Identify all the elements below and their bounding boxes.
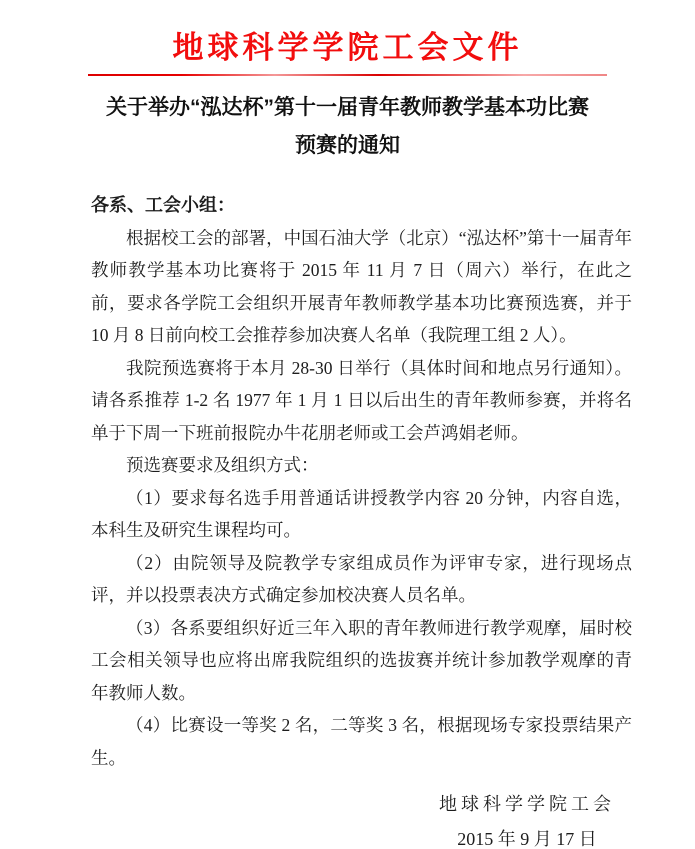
signature-organization: 地球科学学院工会	[439, 794, 615, 814]
signature-inner	[439, 787, 615, 849]
paragraph-requirements-heading: 预选赛要求及组织方式：	[126, 455, 319, 475]
document-header-title: 地球科学学院工会文件	[172, 30, 523, 65]
header-divider-rule	[88, 74, 607, 76]
paragraph-rule-1: （1）要求每名选手用普通话讲授教学内容 20 分钟，内容自选，本科生及研究生课程均可。	[91, 487, 632, 540]
signature-date: 2015 年 9 月 17 日	[457, 829, 597, 849]
subject-line-1: 关于举办“泓达杯”第十一届青年教师教学基本功比赛	[106, 96, 589, 119]
paragraph-preliminary-schedule: 我院预选赛将于本月 28-30 日举行（具体时间和地点另行通知）。请各系推荐 1-2 名 1977 年 1 月 1 日以后出生的青年教师参赛，并将名单于下周一下班前报院办牛花朋老师或工会芦鸿娟老师。	[91, 357, 632, 443]
subject-line-2: 预赛的通知	[295, 134, 400, 157]
paragraph-deployment: 根据校工会的部署，中国石油大学（北京）“泓达杯”第十一届青年教师教学基本功比赛将于 2015 年 11 月 7 日（周六）举行，在此之前，要求各学院工会组织开展青年教师教学基本功比赛预选赛，并于 10 月 8 日前向校工会推荐参加决赛人名单（我院理工组 2 人）。	[91, 227, 632, 345]
paragraph-rule-3: （3）各系要组织好近三年入职的青年教师进行教学观摩，届时校工会相关领导也应将出席我院组织的选拔赛并统计参加教学观摩的青年教师人数。	[91, 617, 632, 703]
salutation: 各系、工会小组：	[91, 195, 235, 215]
paragraph-rule-4: （4）比赛设一等奖 2 名，二等奖 3 名，根据现场专家投票结果产生。	[91, 715, 632, 768]
document-body	[0, 189, 695, 774]
document-subject	[0, 89, 695, 165]
paragraph-rule-2: （2）由院领导及院教学专家组成员作为评审专家，进行现场点评，并以投票表决方式确定参加校决赛人员名单。	[91, 552, 632, 605]
signature-block	[0, 787, 695, 849]
